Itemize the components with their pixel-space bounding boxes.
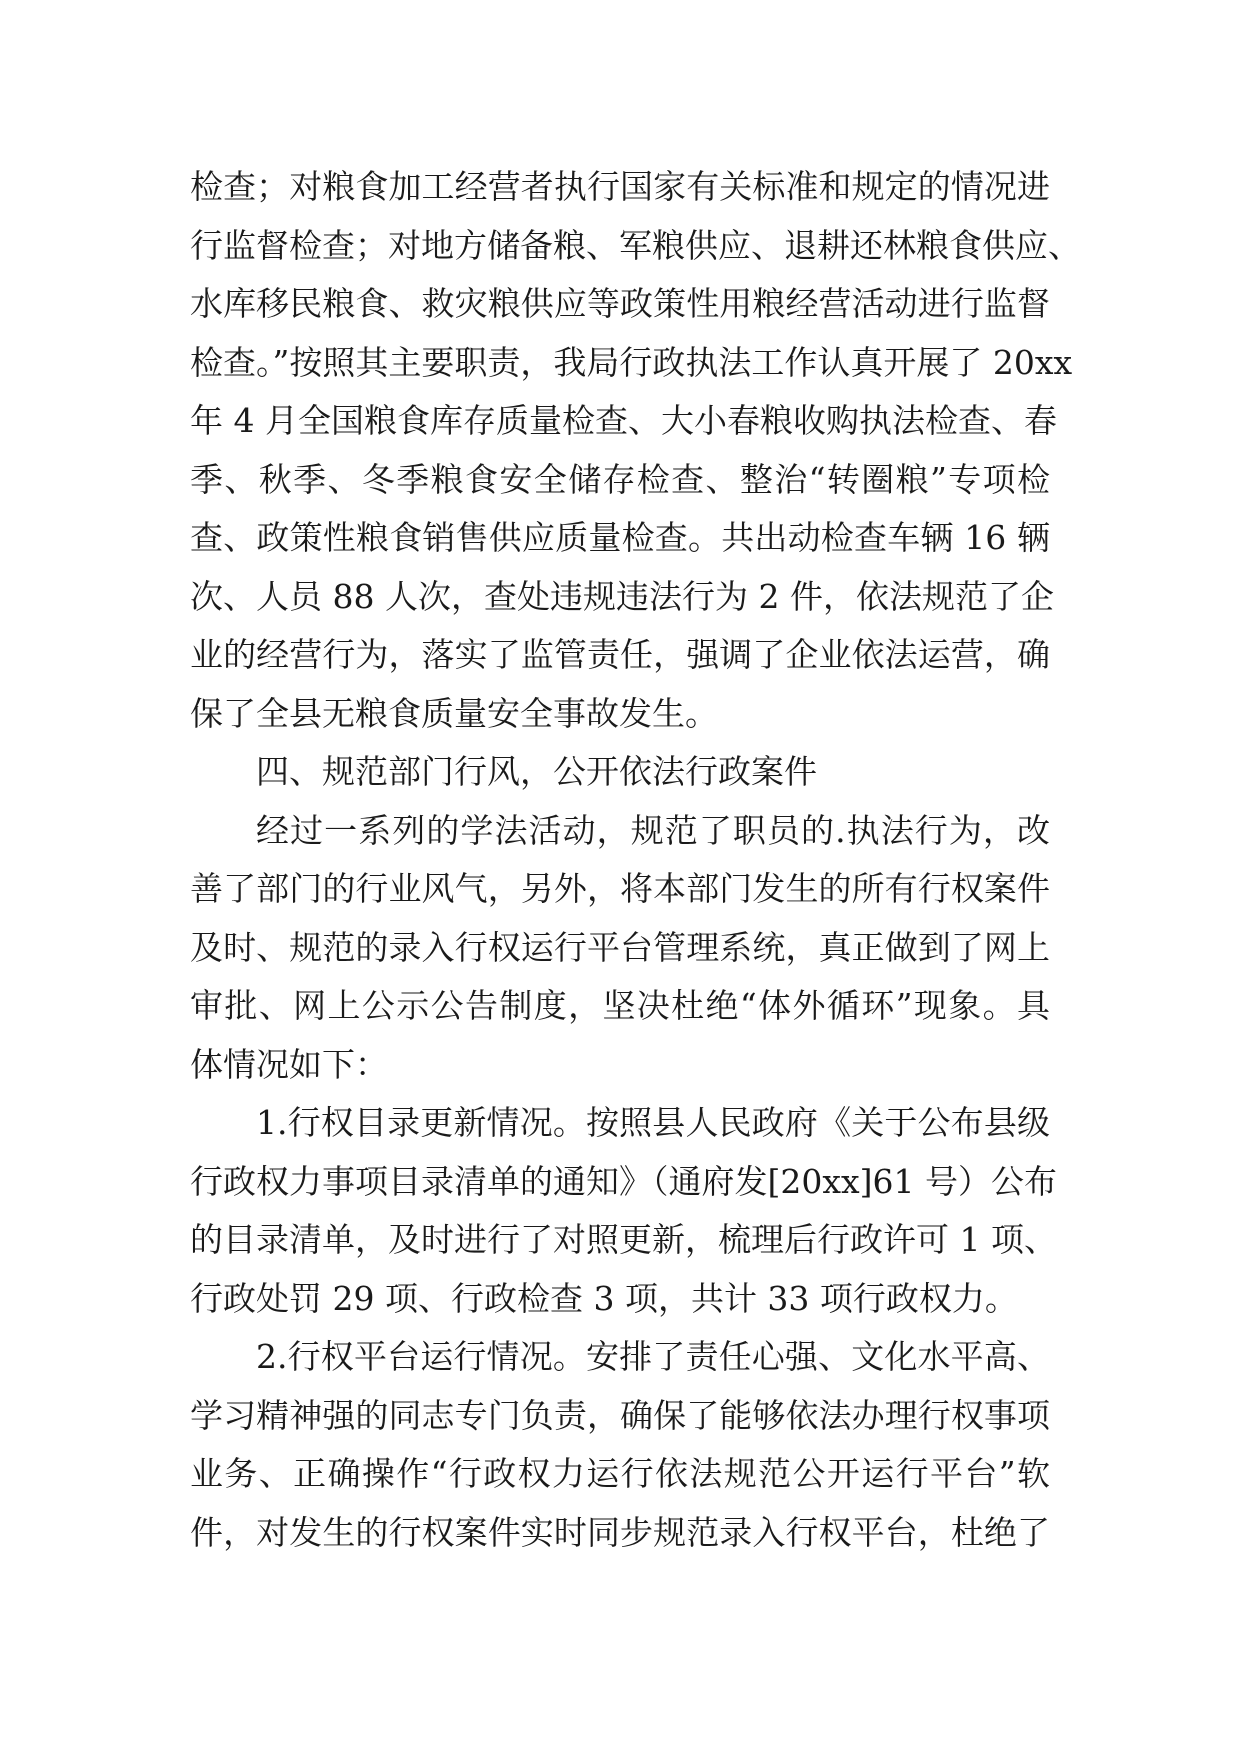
text-line: 四、规范部门行风，公开依法行政案件 (256, 752, 817, 791)
text-line: 查、政策性粮食销售供应质量检查。共出动检查车辆 16 辆 (190, 518, 1050, 557)
text-line: 2.行权平台运行情况。安排了责任心强、文化水平高、 (256, 1337, 1050, 1376)
text-line: 次、人员 88 人次，查处违规违法行为 2 件，依法规范了企 (190, 576, 1054, 616)
text-line: 学习精神强的同志专门负责，确保了能够依法办理行权事项 (190, 1395, 1050, 1435)
text-line: 经过一系列的学法活动，规范了职员的.执法行为，改 (256, 810, 1050, 850)
text-line: 季、秋季、冬季粮食安全储存检查、整治“转圈粮”专项检 (190, 459, 1050, 499)
text-line: 审批、网上公示公告制度，坚决杜绝“体外循环”现象。具 (190, 986, 1050, 1025)
text-line: 件，对发生的行权案件实时同步规范录入行权平台，杜绝了 (190, 1512, 1050, 1552)
text-line: 水库移民粮食、救灾粮供应等政策性用粮经营活动进行监督 (190, 284, 1050, 323)
text-line: 业务、正确操作“行政权力运行依法规范公开运行平台”软 (190, 1454, 1050, 1493)
text-line: 检查；对粮食加工经营者执行国家有关标准和规定的情况进 (190, 167, 1050, 206)
text-line: 1.行权目录更新情况。按照县人民政府《关于公布县级 (256, 1103, 1050, 1142)
text-line: 体情况如下： (190, 1044, 388, 1084)
text-line: 及时、规范的录入行权运行平台管理系统，真正做到了网上 (190, 927, 1050, 967)
text-line: 行政权力事项目录清单的通知》（通府发[20xx]61 号）公布 (190, 1161, 1057, 1201)
text-line: 检查。”按照其主要职责，我局行政执法工作认真开展了 20xx (190, 342, 1073, 382)
text-line: 行政处罚 29 项、行政检查 3 项，共计 33 项行政权力。 (190, 1278, 1018, 1318)
text-line: 的目录清单，及时进行了对照更新，梳理后行政许可 1 项、 (190, 1220, 1057, 1259)
text-line: 业的经营行为，落实了监管责任，强调了企业依法运营，确 (190, 635, 1050, 674)
text-line: 保了全县无粮食质量安全事故发生。 (190, 693, 718, 733)
text-line: 年 4 月全国粮食库存质量检查、大小春粮收购执法检查、春 (190, 401, 1057, 440)
text-line: 善了部门的行业风气，另外，将本部门发生的所有行权案件 (190, 869, 1050, 908)
document-body (190, 158, 1081, 1562)
text-line: 行监督检查；对地方储备粮、军粮供应、退耕还林粮食供应、 (190, 225, 1081, 265)
